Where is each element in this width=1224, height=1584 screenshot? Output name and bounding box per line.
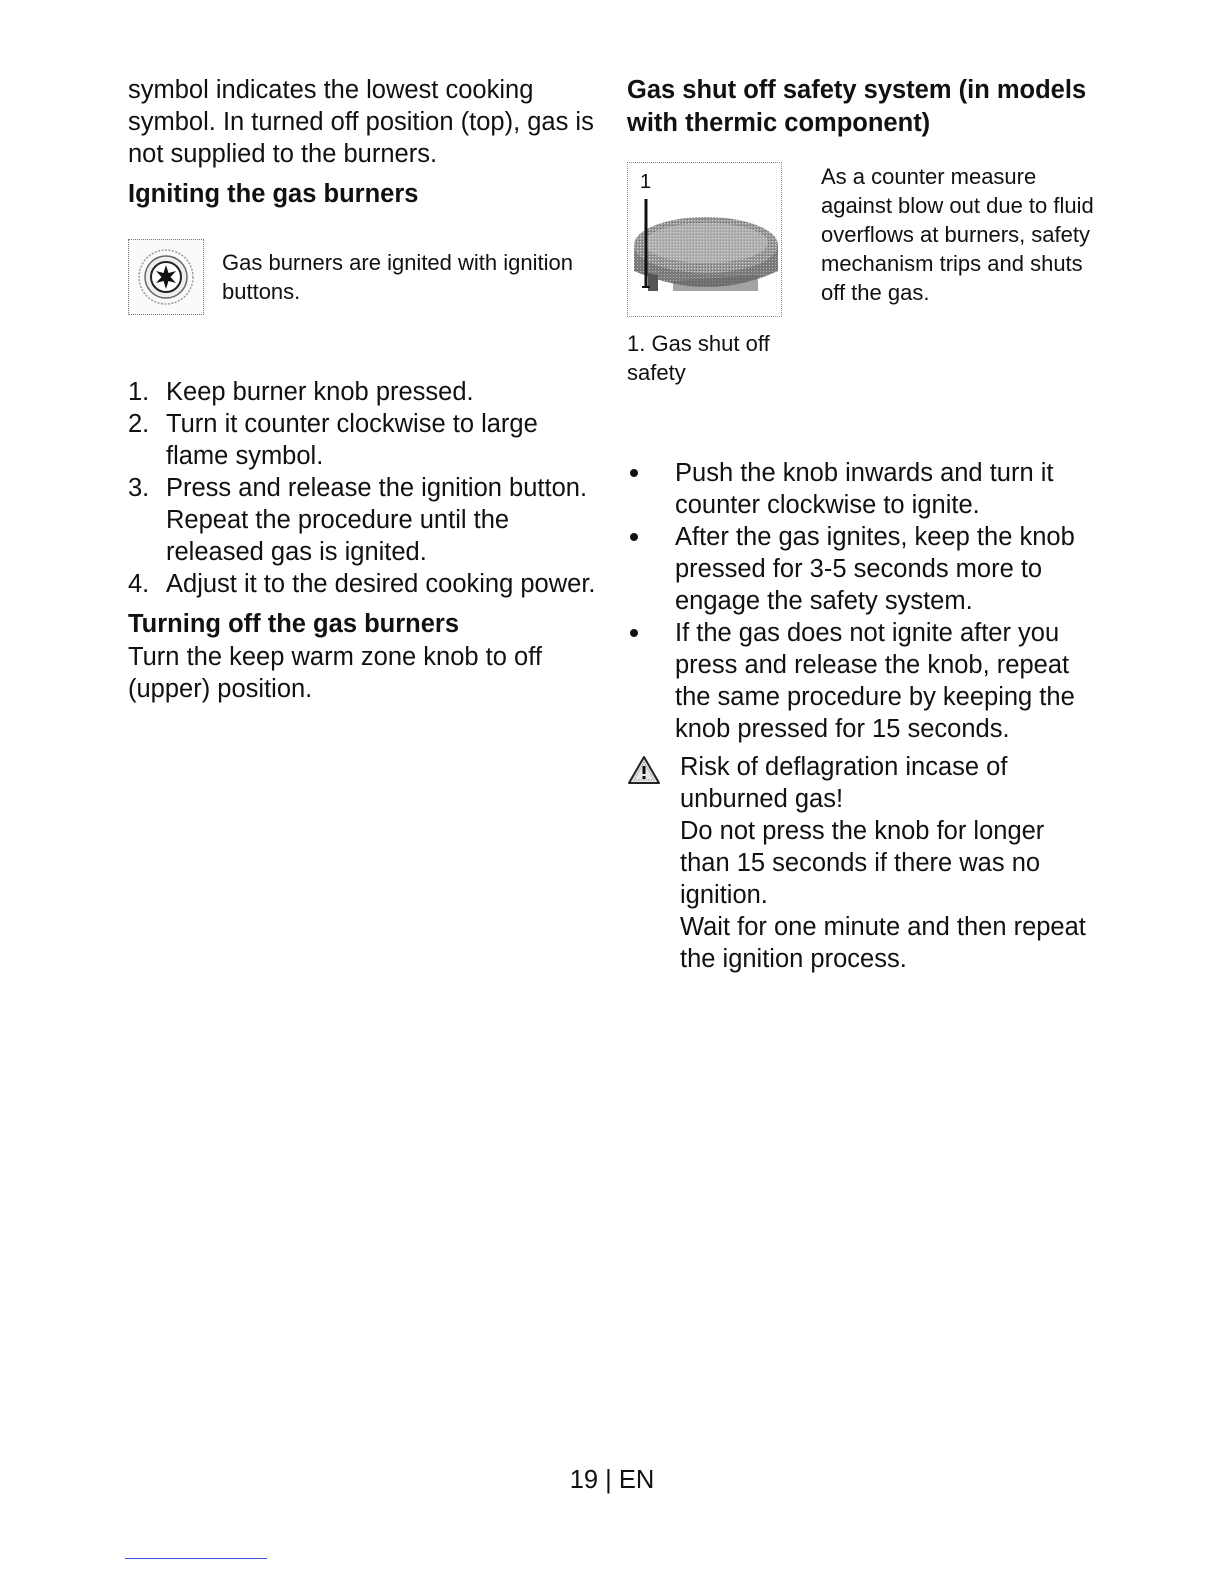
ignition-note-text: Gas burners are ignited with ignition buttons. bbox=[222, 250, 573, 304]
warning-line-3: Wait for one minute and then repeat the ignition process. bbox=[680, 913, 1086, 973]
intro-paragraph: symbol indicates the lowest cooking symbol. In turned off position (top), gas is not supplied to the burners. bbox=[128, 76, 594, 168]
list-item bbox=[627, 617, 1097, 745]
list-item bbox=[128, 408, 598, 472]
igniting-heading: Igniting the gas burners bbox=[128, 180, 419, 208]
bullet-text: If the gas does not ignite after you press and release the knob, repeat the same procedure by keeping the knob pressed for 15 seconds. bbox=[675, 619, 1075, 743]
list-item bbox=[627, 521, 1097, 617]
footer-rule bbox=[125, 1558, 267, 1559]
step-text: Press and release the ignition button. Repeat the procedure until the released gas is ignited. bbox=[166, 474, 588, 566]
turnoff-heading: Turning off the gas burners bbox=[128, 610, 460, 638]
list-item bbox=[627, 457, 1097, 521]
page-number: 19 | EN bbox=[569, 1466, 655, 1494]
burner-thermocouple-figure bbox=[627, 162, 782, 317]
warning-line-2: Do not press the knob for longer than 15 seconds if there was no ignition. bbox=[680, 817, 1045, 909]
ignition-button-icon bbox=[128, 239, 204, 315]
step-number: 1. bbox=[128, 378, 150, 406]
list-item bbox=[128, 472, 598, 568]
bullet-text: After the gas ignites, keep the knob pressed for 3-5 seconds more to engage the safety system. bbox=[675, 523, 1075, 615]
step-number: 2. bbox=[128, 410, 150, 438]
step-text: Adjust it to the desired cooking power. bbox=[166, 570, 596, 598]
step-number: 3. bbox=[128, 474, 150, 502]
list-item bbox=[128, 376, 598, 408]
bullet-icon bbox=[627, 457, 675, 521]
safety-description: As a counter measure against blow out due to fluid overflows at burners, safety mechanism trips and shuts off the gas. bbox=[821, 164, 1094, 305]
warning-line-1: Risk of deflagration incase of unburned gas! bbox=[680, 753, 1008, 813]
warning-text bbox=[680, 751, 1097, 975]
figure-caption: 1. Gas shut off safety bbox=[627, 331, 770, 385]
warning-block bbox=[627, 751, 1097, 975]
safety-system-heading: Gas shut off safety system (in models with thermic component) bbox=[627, 76, 1087, 137]
ignition-note-row bbox=[128, 239, 598, 328]
bullet-text: Push the knob inwards and turn it counter clockwise to ignite. bbox=[675, 459, 1054, 519]
list-item bbox=[128, 568, 598, 600]
step-number: 4. bbox=[128, 570, 150, 598]
ignition-steps-list bbox=[128, 376, 598, 600]
step-text: Turn it counter clockwise to large flame symbol. bbox=[166, 410, 538, 470]
bullet-icon bbox=[627, 617, 675, 745]
warning-triangle-icon bbox=[627, 751, 680, 975]
figure-callout-number: 1 bbox=[640, 171, 652, 193]
right-column bbox=[627, 74, 1097, 975]
turnoff-text: Turn the keep warm zone knob to off (upper) position. bbox=[128, 643, 542, 703]
bullet-icon bbox=[627, 521, 675, 617]
safety-steps-list bbox=[627, 457, 1097, 745]
safety-figure-block bbox=[627, 162, 821, 409]
safety-figure-row bbox=[627, 162, 1097, 409]
left-column bbox=[128, 74, 598, 705]
step-text: Keep burner knob pressed. bbox=[166, 378, 474, 406]
